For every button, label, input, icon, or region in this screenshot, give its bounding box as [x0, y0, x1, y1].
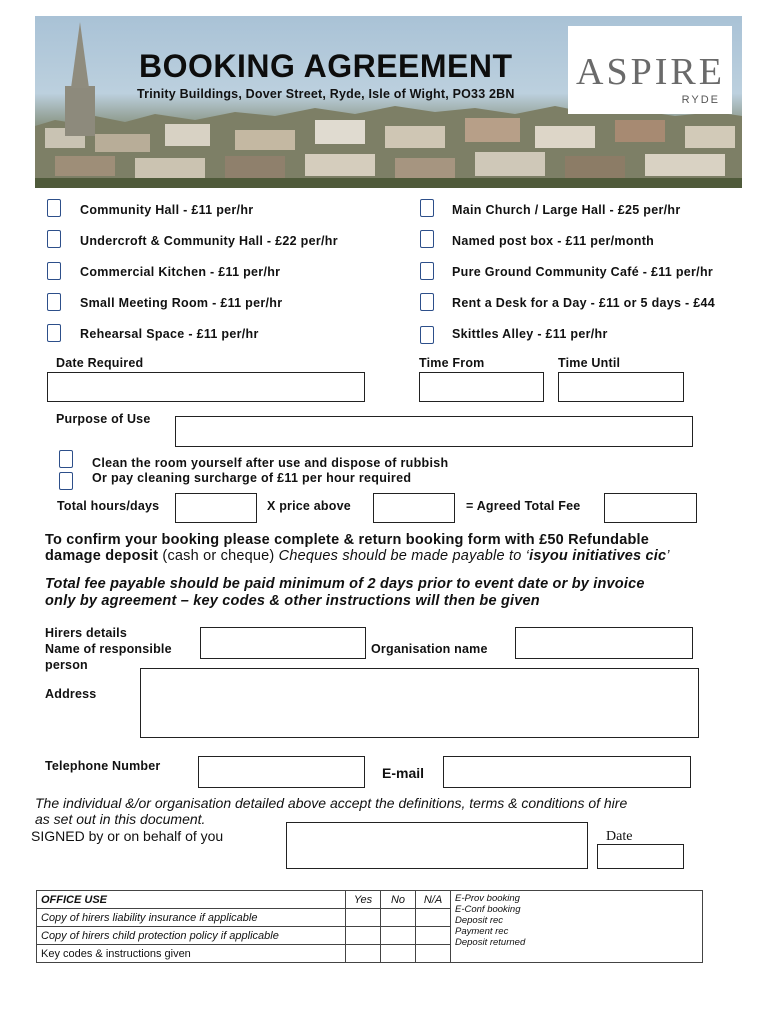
- date-label: Date: [606, 829, 633, 844]
- signature-field[interactable]: [286, 822, 588, 869]
- checkbox-rent-desk[interactable]: [420, 293, 434, 311]
- note-payment: Payment rec: [455, 926, 509, 937]
- checkbox-post-box[interactable]: [420, 230, 434, 248]
- aspire-logo: [568, 26, 732, 114]
- checkbox-small-meeting-room[interactable]: [47, 293, 61, 311]
- office-use-table: [36, 890, 703, 963]
- row-label: Copy of hirers liability insurance if applicable: [37, 909, 346, 927]
- address-label: Address: [45, 687, 97, 701]
- option-label: Undercroft & Community Hall - £22 per/hr: [80, 234, 338, 248]
- note-deposit: Deposit rec: [455, 915, 504, 926]
- purpose-label: Purpose of Use: [56, 412, 151, 426]
- total-hours-label: Total hours/days: [57, 499, 160, 513]
- total-hours-field[interactable]: [175, 493, 257, 523]
- venue-address: Trinity Buildings, Dover Street, Ryde, Isle of Wight, PO33 2BN: [137, 87, 515, 101]
- note-returned: Deposit returned: [455, 937, 526, 948]
- quote-end: ’: [666, 548, 670, 564]
- option-label: Rent a Desk for a Day - £11 or 5 days - £44: [452, 296, 716, 310]
- option-label: Rehearsal Space - £11 per/hr: [80, 327, 259, 341]
- na-cell[interactable]: [416, 945, 451, 963]
- col-na: N/A: [416, 891, 451, 909]
- organisation-field[interactable]: [515, 627, 693, 659]
- deposit-method-text: (cash or cheque): [158, 548, 279, 564]
- email-field[interactable]: [443, 756, 691, 788]
- na-cell[interactable]: [416, 909, 451, 927]
- deposit-text: damage deposit: [45, 548, 159, 564]
- confirm-line-2: [45, 548, 670, 564]
- checkbox-commercial-kitchen[interactable]: [47, 262, 61, 280]
- option-label: Community Hall - £11 per/hr: [80, 203, 254, 217]
- row-label: Key codes & instructions given: [37, 945, 346, 963]
- time-until-label: Time Until: [558, 356, 621, 370]
- agreed-total-label: = Agreed Total Fee: [466, 499, 581, 513]
- office-use-heading: OFFICE USE: [37, 891, 346, 909]
- payee-text: isyou initiatives cic: [529, 548, 667, 564]
- telephone-label: Telephone Number: [45, 759, 161, 773]
- col-no: No: [381, 891, 416, 909]
- cheque-text: Cheques should be made payable to ‘: [278, 548, 530, 564]
- note-conf: E-Conf booking: [455, 904, 521, 915]
- purpose-field[interactable]: [175, 416, 693, 447]
- time-from-label: Time From: [419, 356, 485, 370]
- time-until-field[interactable]: [558, 372, 684, 402]
- clean-self-label: Clean the room yourself after use and dispose of rubbish: [92, 456, 449, 470]
- signature-date-field[interactable]: [597, 844, 684, 869]
- no-cell[interactable]: [381, 945, 416, 963]
- option-label: Skittles Alley - £11 per/hr: [452, 327, 608, 341]
- yes-cell[interactable]: [346, 909, 381, 927]
- checkbox-clean-self[interactable]: [59, 450, 73, 468]
- checkbox-cleaning-surcharge[interactable]: [59, 472, 73, 490]
- logo-wordmark: ASPIRE: [576, 51, 725, 93]
- checkbox-undercroft[interactable]: [47, 230, 61, 248]
- col-yes: Yes: [346, 891, 381, 909]
- option-label: Main Church / Large Hall - £25 per/hr: [452, 203, 681, 217]
- yes-cell[interactable]: [346, 945, 381, 963]
- office-notes-cell: [451, 891, 703, 963]
- person-label: person: [45, 658, 88, 672]
- responsible-name-field[interactable]: [200, 627, 366, 659]
- note-prov: E-Prov booking: [455, 893, 520, 904]
- page-title: BOOKING AGREEMENT: [139, 48, 513, 84]
- checkbox-skittles-alley[interactable]: [420, 326, 434, 344]
- address-field[interactable]: [140, 668, 699, 738]
- no-cell[interactable]: [381, 909, 416, 927]
- fee-note-line-2: only by agreement – key codes & other instructions will then be given: [45, 593, 540, 609]
- price-label: X price above: [267, 499, 351, 513]
- fee-note-line-1: Total fee payable should be paid minimum of 2 days prior to event date or by invoice: [45, 576, 645, 592]
- checkbox-community-hall[interactable]: [47, 199, 61, 217]
- row-label: Copy of hirers child protection policy if applicable: [37, 927, 346, 945]
- checkbox-main-church[interactable]: [420, 199, 434, 217]
- cleaning-surcharge-label: Or pay cleaning surcharge of £11 per hour required: [92, 471, 412, 485]
- date-required-label: Date Required: [56, 356, 144, 370]
- confirm-line-1: To confirm your booking please complete & return booking form with £50 Refundable: [45, 532, 650, 548]
- terms-line-1: The individual &/or organisation detailed above accept the definitions, terms & conditions of hire: [35, 795, 628, 811]
- na-cell[interactable]: [416, 927, 451, 945]
- option-label: Named post box - £11 per/month: [452, 234, 655, 248]
- option-label: Pure Ground Community Café - £11 per/hr: [452, 265, 714, 279]
- date-required-field[interactable]: [47, 372, 365, 402]
- terms-line-2: as set out in this document.: [35, 811, 206, 827]
- hirers-details-label: Hirers details: [45, 626, 128, 640]
- email-label: E-mail: [382, 765, 425, 781]
- signed-label: SIGNED by or on behalf of you: [31, 828, 224, 844]
- organisation-label: Organisation name: [371, 642, 488, 656]
- yes-cell[interactable]: [346, 927, 381, 945]
- checkbox-cafe[interactable]: [420, 262, 434, 280]
- agreed-total-field[interactable]: [604, 493, 697, 523]
- table-row: [37, 891, 703, 909]
- name-responsible-label: Name of responsible: [45, 642, 172, 656]
- logo-subtitle: RYDE: [681, 94, 720, 106]
- time-from-field[interactable]: [419, 372, 544, 402]
- header-banner: [35, 16, 742, 188]
- price-field[interactable]: [373, 493, 455, 523]
- option-label: Commercial Kitchen - £11 per/hr: [80, 265, 281, 279]
- telephone-field[interactable]: [198, 756, 365, 788]
- no-cell[interactable]: [381, 927, 416, 945]
- checkbox-rehearsal-space[interactable]: [47, 324, 61, 342]
- option-label: Small Meeting Room - £11 per/hr: [80, 296, 283, 310]
